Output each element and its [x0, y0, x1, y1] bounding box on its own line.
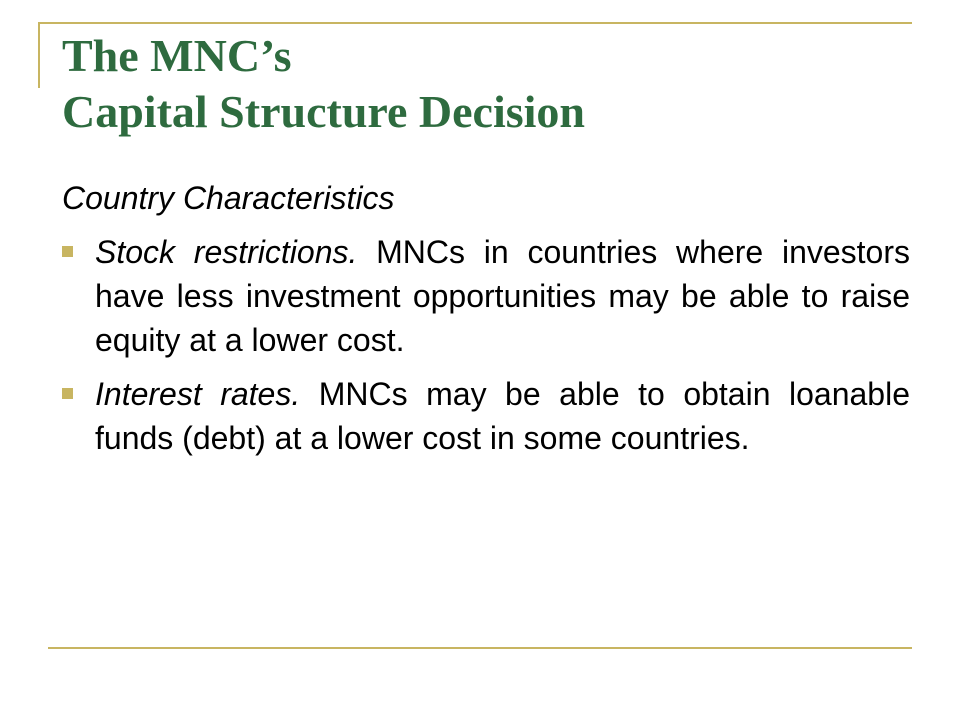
bullet-text: MNCs in countries where investors have less investment opportunities may be able to raise equity at a lower cost. [95, 234, 911, 358]
top-rule [38, 22, 912, 24]
bullet-item-interest-rates [62, 372, 910, 460]
title-line-1: The MNC’s [62, 30, 292, 81]
slide-title [62, 28, 922, 140]
bullet-list [62, 230, 910, 460]
bullet-item-stock-restrictions [62, 230, 910, 362]
square-bullet-icon [62, 388, 73, 399]
bullet-text: MNCs may be able to obtain loanable funds (debt) at a lower cost in some countries. [95, 376, 911, 456]
square-bullet-icon [62, 246, 73, 257]
title-line-2: Capital Structure Decision [62, 86, 586, 137]
bottom-rule [48, 647, 912, 649]
bullet-lead: Interest rates. [95, 376, 301, 412]
subheading: Country Characteristics [62, 180, 395, 216]
left-rule [38, 22, 40, 88]
bullet-lead: Stock restrictions. [95, 234, 358, 270]
slide-body [62, 176, 910, 470]
